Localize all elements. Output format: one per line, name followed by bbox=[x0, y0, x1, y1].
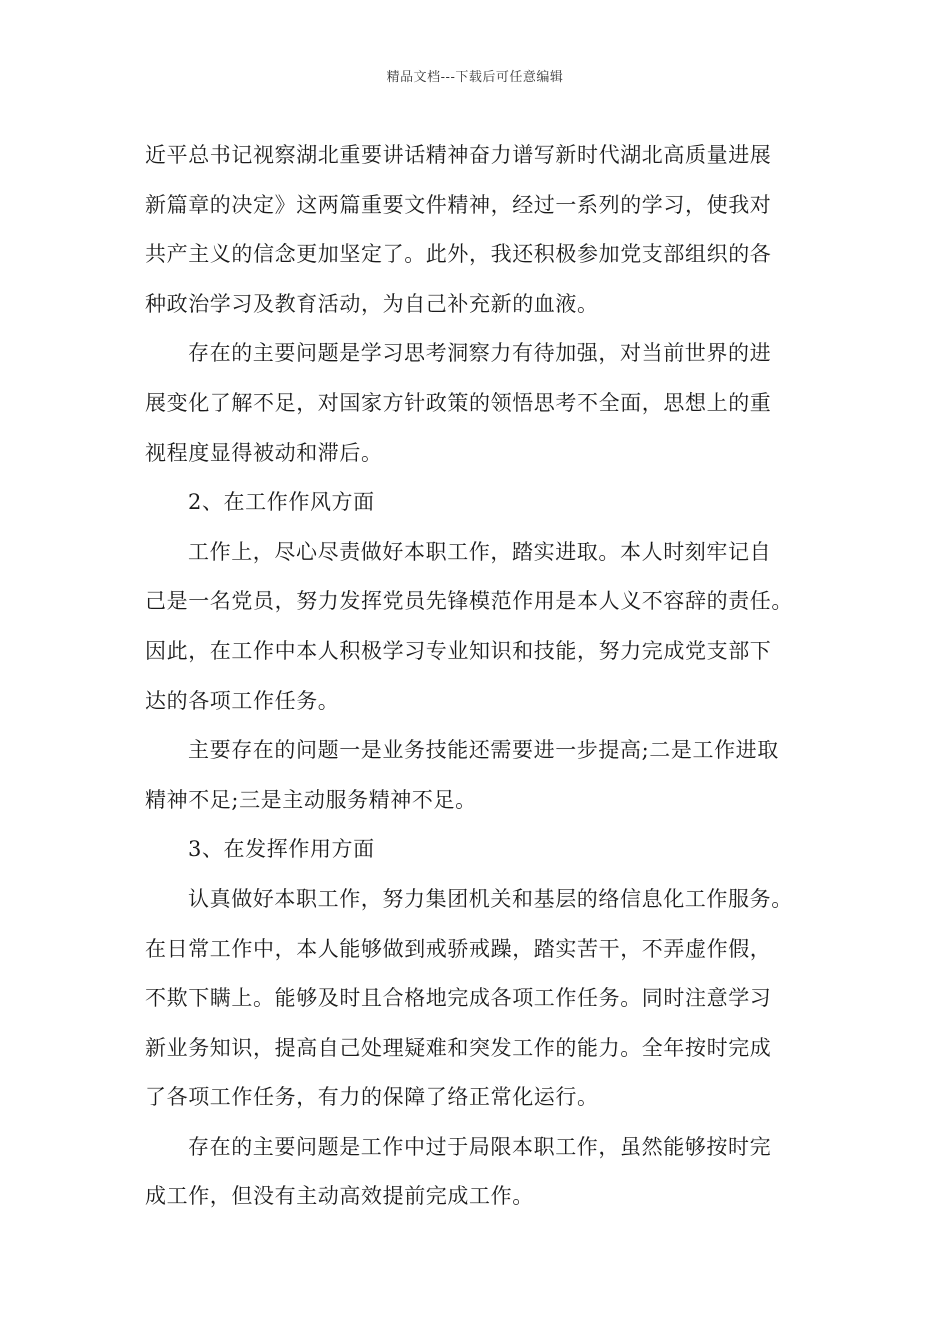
text-line: 达的各项工作任务。 bbox=[145, 688, 340, 713]
text-line: 新业务知识，提高自己处理疑难和突发工作的能力。全年按时完成 bbox=[145, 1035, 772, 1060]
text-line: 在日常工作中，本人能够做到戒骄戒躁，踏实苦干，不弄虚作假， bbox=[145, 936, 772, 961]
text-line: 近平总书记视察湖北重要讲话精神奋力谱写新时代湖北高质量进展 bbox=[145, 143, 772, 167]
text-line: 2、在工作作风方面 bbox=[188, 490, 375, 515]
text-line: 己是一名党员，努力发挥党员先锋模范作用是本人义不容辞的责任。 bbox=[145, 589, 793, 614]
text-line: 成工作，但没有主动高效提前完成工作。 bbox=[145, 1184, 534, 1209]
text-line: 新篇章的决定》这两篇重要文件精神，经过一系列的学习，使我对 bbox=[145, 192, 772, 217]
text-line: 展变化了解不足，对国家方针政策的领悟思考不全面，思想上的重 bbox=[145, 390, 772, 415]
document-body bbox=[145, 131, 810, 1222]
page-header-watermark: 精品文档---下载后可任意编辑 bbox=[386, 70, 564, 85]
text-line: 不欺下瞒上。能够及时且合格地完成各项工作任务。同时注意学习 bbox=[145, 986, 772, 1011]
text-line: 存在的主要问题是学习思考洞察力有待加强，对当前世界的进 bbox=[188, 341, 772, 366]
text-line: 了各项工作任务，有力的保障了络正常化运行。 bbox=[145, 1085, 599, 1110]
text-line: 认真做好本职工作，努力集团机关和基层的络信息化工作服务。 bbox=[188, 886, 793, 911]
text-line: 存在的主要问题是工作中过于局限本职工作，虽然能够按时完 bbox=[188, 1134, 772, 1159]
text-line: 种政治学习及教育活动，为自己补充新的血液。 bbox=[145, 291, 599, 316]
text-line: 共产主义的信念更加坚定了。此外，我还积极参加党支部组织的各 bbox=[145, 242, 772, 267]
text-line: 因此，在工作中本人积极学习专业知识和技能，努力完成党支部下 bbox=[145, 638, 772, 663]
text-line: 主要存在的问题一是业务技能还需要进一步提高;二是工作进取 bbox=[188, 738, 779, 763]
text-line: 工作上，尽心尽责做好本职工作，踏实进取。本人时刻牢记自 bbox=[188, 539, 772, 564]
text-line: 3、在发挥作用方面 bbox=[188, 837, 375, 862]
text-line: 视程度显得被动和滞后。 bbox=[145, 440, 383, 465]
text-line: 精神不足;三是主动服务精神不足。 bbox=[145, 787, 477, 812]
